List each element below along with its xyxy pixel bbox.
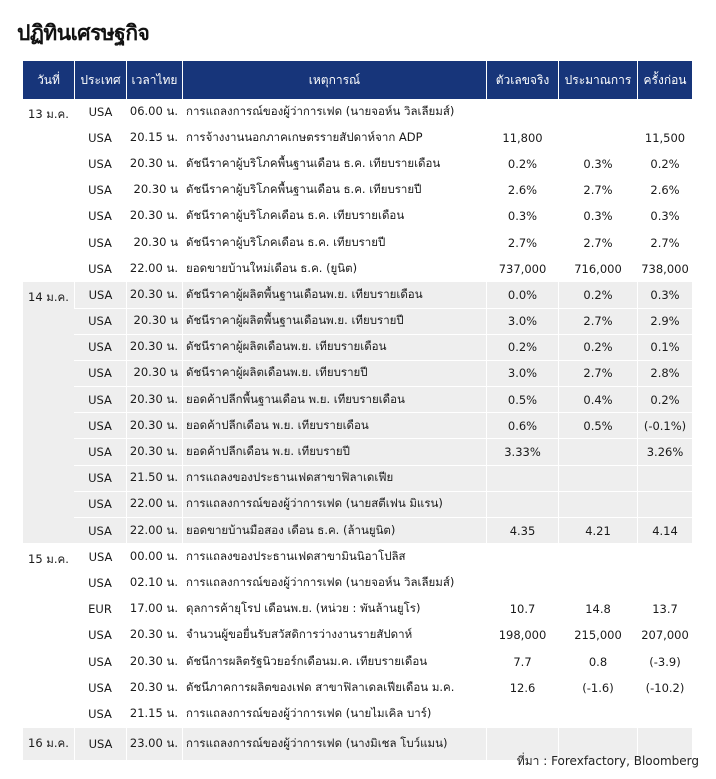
event-cell: การแถลงของประธานเฟดสาขาฟิลาเดเฟีย <box>182 466 486 492</box>
country-cell: USA <box>74 728 126 761</box>
date-cell: 16 ม.ค. <box>23 728 74 761</box>
table-row <box>23 439 692 465</box>
time-cell: 20.30 น <box>126 230 182 256</box>
time-cell: 20.30 น. <box>126 675 182 701</box>
table-row <box>23 544 692 570</box>
event-cell: ดัชนีภาคการผลิตของเฟด สาขาฟิลาเดลเฟียเดือน ม.ค. <box>182 675 486 701</box>
country-cell: USA <box>74 204 126 230</box>
event-cell: ยอดค้าปลีกเดือน พ.ย. เทียบรายเดือน <box>182 413 486 439</box>
previous-cell <box>637 544 692 570</box>
source-note: ที่มา : Forexfactory, Bloomberg <box>516 754 699 768</box>
actual-cell: 737,000 <box>486 256 558 282</box>
date-cell: 13 ม.ค. <box>23 99 74 282</box>
country-cell: USA <box>74 649 126 675</box>
forecast-cell <box>558 492 637 518</box>
table-row <box>23 623 692 649</box>
time-cell: 06.00 น. <box>126 99 182 125</box>
actual-cell: 12.6 <box>486 675 558 701</box>
actual-cell <box>486 492 558 518</box>
table-row <box>23 597 692 623</box>
forecast-cell: 0.3% <box>558 151 637 177</box>
time-cell: 17.00 น. <box>126 597 182 623</box>
column-header-country: ประเทศ <box>74 61 126 99</box>
time-cell: 23.00 น. <box>126 728 182 761</box>
table-row <box>23 282 692 308</box>
event-cell: ดัชนีราคาผู้ผลิตเดือนพ.ย. เทียบรายเดือน <box>182 335 486 361</box>
time-cell: 20.30 น. <box>126 623 182 649</box>
date-cell: 14 ม.ค. <box>23 282 74 544</box>
country-cell: USA <box>74 178 126 204</box>
event-cell: ยอดขายบ้านใหม่เดือน ธ.ค. (ยูนิต) <box>182 256 486 282</box>
previous-cell: 13.7 <box>637 597 692 623</box>
event-cell: ดุลการค้ายุโรป เดือนพ.ย. (หน่วย : พันล้านยูโร) <box>182 597 486 623</box>
country-cell: USA <box>74 335 126 361</box>
actual-cell: 3.33% <box>486 439 558 465</box>
previous-cell: 0.2% <box>637 151 692 177</box>
event-cell: ดัชนีราคาผู้ผลิตพื้นฐานเดือนพ.ย. เทียบรายเดือน <box>182 282 486 308</box>
country-cell: USA <box>74 623 126 649</box>
country-cell: USA <box>74 675 126 701</box>
time-cell: 20.30 น <box>126 178 182 204</box>
event-cell: จำนวนผู้ขอยื่นรับสวัสดิการว่างงานรายสัปดาห์ <box>182 623 486 649</box>
time-cell: 20.30 น. <box>126 282 182 308</box>
previous-cell: 4.14 <box>637 518 692 544</box>
table-row <box>23 335 692 361</box>
country-cell: USA <box>74 230 126 256</box>
time-cell: 20.30 น. <box>126 439 182 465</box>
time-cell: 20.30 น. <box>126 387 182 413</box>
forecast-cell <box>558 466 637 492</box>
actual-cell: 0.6% <box>486 413 558 439</box>
country-cell: USA <box>74 282 126 308</box>
table-row <box>23 204 692 230</box>
time-cell: 20.30 น <box>126 309 182 335</box>
forecast-cell: 716,000 <box>558 256 637 282</box>
previous-cell: 0.3% <box>637 204 692 230</box>
previous-cell: 2.9% <box>637 309 692 335</box>
previous-cell: 2.8% <box>637 361 692 387</box>
forecast-cell <box>558 570 637 596</box>
forecast-cell: 215,000 <box>558 623 637 649</box>
table-header-row <box>23 61 692 99</box>
table-row <box>23 466 692 492</box>
previous-cell <box>637 99 692 125</box>
actual-cell: 2.7% <box>486 230 558 256</box>
actual-cell: 4.35 <box>486 518 558 544</box>
forecast-cell <box>558 439 637 465</box>
previous-cell: (-0.1%) <box>637 413 692 439</box>
table-row <box>23 701 692 727</box>
previous-cell: (-3.9) <box>637 649 692 675</box>
table-row <box>23 309 692 335</box>
actual-cell: 0.0% <box>486 282 558 308</box>
country-cell: USA <box>74 413 126 439</box>
previous-cell: 0.2% <box>637 387 692 413</box>
country-cell: USA <box>74 439 126 465</box>
table-row <box>23 492 692 518</box>
actual-cell <box>486 466 558 492</box>
previous-cell: 11,500 <box>637 125 692 151</box>
table-row <box>23 570 692 596</box>
actual-cell: 0.5% <box>486 387 558 413</box>
page-title: ปฏิทินเศรษฐกิจ <box>17 21 150 45</box>
country-cell: USA <box>74 309 126 335</box>
time-cell: 00.00 น. <box>126 544 182 570</box>
event-cell: ดัชนีราคาผู้ผลิตเดือนพ.ย. เทียบรายปี <box>182 361 486 387</box>
forecast-cell: 0.4% <box>558 387 637 413</box>
table-body <box>23 99 692 761</box>
country-cell: USA <box>74 518 126 544</box>
country-cell: USA <box>74 151 126 177</box>
table-row <box>23 125 692 151</box>
previous-cell <box>637 466 692 492</box>
previous-cell: 3.26% <box>637 439 692 465</box>
column-header-actual: ตัวเลขจริง <box>486 61 558 99</box>
table-row <box>23 230 692 256</box>
event-cell: ดัชนีราคาผู้บริโภคเดือน ธ.ค. เทียบรายปี <box>182 230 486 256</box>
forecast-cell: 14.8 <box>558 597 637 623</box>
event-cell: การแถลงการณ์ของผู้ว่าการเฟด (นางมิเชล โบว์แมน) <box>182 728 486 761</box>
forecast-cell: 0.8 <box>558 649 637 675</box>
actual-cell: 0.3% <box>486 204 558 230</box>
event-cell: การแถลงการณ์ของผู้ว่าการเฟด (นายสตีเฟน มิแรน) <box>182 492 486 518</box>
previous-cell <box>637 492 692 518</box>
country-cell: USA <box>74 492 126 518</box>
country-cell: USA <box>74 387 126 413</box>
forecast-cell: 2.7% <box>558 178 637 204</box>
actual-cell: 0.2% <box>486 335 558 361</box>
event-cell: ดัชนีราคาผู้ผลิตพื้นฐานเดือนพ.ย. เทียบรายปี <box>182 309 486 335</box>
table-row <box>23 387 692 413</box>
forecast-cell: 0.2% <box>558 335 637 361</box>
actual-cell: 7.7 <box>486 649 558 675</box>
forecast-cell: 0.2% <box>558 282 637 308</box>
time-cell: 20.30 น. <box>126 649 182 675</box>
actual-cell <box>486 99 558 125</box>
forecast-cell: 4.21 <box>558 518 637 544</box>
time-cell: 20.30 น. <box>126 413 182 439</box>
previous-cell: 0.3% <box>637 282 692 308</box>
actual-cell: 10.7 <box>486 597 558 623</box>
event-cell: การแถลงการณ์ของผู้ว่าการเฟด (นายจอห์น วิลเลียมส์) <box>182 99 486 125</box>
event-cell: ดัชนีราคาผู้บริโภคพื้นฐานเดือน ธ.ค. เทียบรายเดือน <box>182 151 486 177</box>
forecast-cell: 2.7% <box>558 361 637 387</box>
date-cell: 15 ม.ค. <box>23 544 74 727</box>
table-row <box>23 518 692 544</box>
forecast-cell <box>558 544 637 570</box>
table-row <box>23 151 692 177</box>
column-header-time: เวลาไทย <box>126 61 182 99</box>
country-cell: USA <box>74 361 126 387</box>
previous-cell: 2.6% <box>637 178 692 204</box>
column-header-date: วันที่ <box>23 61 74 99</box>
event-cell: การแถลงการณ์ของผู้ว่าการเฟด (นายไมเคิล บาร์) <box>182 701 486 727</box>
previous-cell <box>637 570 692 596</box>
time-cell: 20.30 น. <box>126 204 182 230</box>
time-cell: 20.30 น. <box>126 335 182 361</box>
actual-cell <box>486 544 558 570</box>
economic-calendar-table <box>23 61 692 761</box>
country-cell: USA <box>74 125 126 151</box>
forecast-cell: (-1.6) <box>558 675 637 701</box>
forecast-cell: 2.7% <box>558 309 637 335</box>
event-cell: ดัชนีราคาผู้บริโภคเดือน ธ.ค. เทียบรายเดือน <box>182 204 486 230</box>
event-cell: ยอดค้าปลีกเดือน พ.ย. เทียบรายปี <box>182 439 486 465</box>
forecast-cell: 0.5% <box>558 413 637 439</box>
country-cell: USA <box>74 544 126 570</box>
event-cell: การแถลงของประธานเฟดสาขามินนิอาโปลิส <box>182 544 486 570</box>
table-row <box>23 178 692 204</box>
time-cell: 20.30 น. <box>126 151 182 177</box>
time-cell: 20.15 น. <box>126 125 182 151</box>
actual-cell <box>486 570 558 596</box>
time-cell: 20.30 น <box>126 361 182 387</box>
time-cell: 22.00 น. <box>126 518 182 544</box>
previous-cell: 0.1% <box>637 335 692 361</box>
event-cell: ยอดขายบ้านมือสอง เดือน ธ.ค. (ล้านยูนิต) <box>182 518 486 544</box>
previous-cell: (-10.2) <box>637 675 692 701</box>
actual-cell: 11,800 <box>486 125 558 151</box>
event-cell: การแถลงการณ์ของผู้ว่าการเฟด (นายจอห์น วิลเลียมส์) <box>182 570 486 596</box>
country-cell: USA <box>74 701 126 727</box>
previous-cell <box>637 701 692 727</box>
event-cell: ยอดค้าปลีกพื้นฐานเดือน พ.ย. เทียบรายเดือน <box>182 387 486 413</box>
event-cell: ดัชนีราคาผู้บริโภคพื้นฐานเดือน ธ.ค. เทียบรายปี <box>182 178 486 204</box>
country-cell: USA <box>74 256 126 282</box>
forecast-cell: 0.3% <box>558 204 637 230</box>
column-header-previous: ครั้งก่อน <box>637 61 692 99</box>
event-cell: ดัชนีการผลิตรัฐนิวยอร์กเดือนม.ค. เทียบรายเดือน <box>182 649 486 675</box>
previous-cell: 738,000 <box>637 256 692 282</box>
actual-cell: 3.0% <box>486 309 558 335</box>
table-row <box>23 649 692 675</box>
table-row <box>23 99 692 125</box>
time-cell: 02.10 น. <box>126 570 182 596</box>
forecast-cell <box>558 99 637 125</box>
actual-cell <box>486 701 558 727</box>
time-cell: 21.50 น. <box>126 466 182 492</box>
actual-cell: 0.2% <box>486 151 558 177</box>
previous-cell: 2.7% <box>637 230 692 256</box>
table-row <box>23 413 692 439</box>
forecast-cell <box>558 125 637 151</box>
time-cell: 22.00 น. <box>126 492 182 518</box>
event-cell: การจ้างงานนอกภาคเกษตรรายสัปดาห์จาก ADP <box>182 125 486 151</box>
time-cell: 21.15 น. <box>126 701 182 727</box>
forecast-cell: 2.7% <box>558 230 637 256</box>
country-cell: USA <box>74 570 126 596</box>
country-cell: EUR <box>74 597 126 623</box>
table-row <box>23 675 692 701</box>
country-cell: USA <box>74 99 126 125</box>
forecast-cell <box>558 701 637 727</box>
country-cell: USA <box>74 466 126 492</box>
column-header-forecast: ประมาณการ <box>558 61 637 99</box>
table-row <box>23 361 692 387</box>
time-cell: 22.00 น. <box>126 256 182 282</box>
table-row <box>23 256 692 282</box>
previous-cell: 207,000 <box>637 623 692 649</box>
actual-cell: 3.0% <box>486 361 558 387</box>
actual-cell: 198,000 <box>486 623 558 649</box>
actual-cell: 2.6% <box>486 178 558 204</box>
column-header-event: เหตุการณ์ <box>182 61 486 99</box>
